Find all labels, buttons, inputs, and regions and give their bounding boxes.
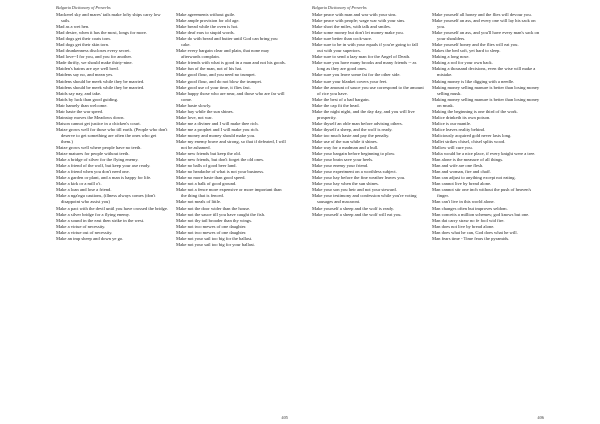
proverb-entry: Make me a diviner and I will make thee rich.	[176, 120, 259, 126]
proverb-entry: Make not two mewes of one daughter.	[176, 223, 247, 229]
proverb-entry: Malta would be a nice place, if every knight were a tree.	[432, 151, 536, 157]
proverb-entry: Mainstay moves the Meadows down.	[56, 114, 125, 120]
column	[312, 12, 424, 242]
proverb-entry: Man cannot stir one inch without the push of heaven's finger.	[432, 187, 532, 199]
proverb-entry: Mackerel sky and mares' tails make lofty ships carry low sails.	[56, 12, 161, 24]
proverb-entry: Make me a prophet and I will make you rich.	[176, 126, 259, 132]
page-columns	[312, 12, 544, 242]
proverb-entry: Make sure you leave some fat for the other side.	[312, 72, 401, 78]
proverb-entry: Make every bargain clear and plain, that none may afterwards complain.	[176, 48, 270, 60]
proverb-entry: Make money and money should make you.	[176, 132, 256, 138]
right-page	[300, 0, 600, 424]
proverb-entry: Mad desire, when it has the most, longs for more.	[56, 30, 148, 36]
proverb-entry: Man changes often but improves seldom.	[432, 205, 508, 211]
proverb-entry: Make peace with man and war with your sins.	[312, 12, 397, 17]
proverb-entry: Make use of the sun while it shines.	[312, 138, 378, 144]
proverb-entry: Man conceits a million schemes; god knows but one.	[432, 211, 530, 217]
column	[56, 12, 168, 248]
proverb-entry: Man dat carry straw no fe fool wid fire.	[432, 217, 505, 223]
proverb-entry: Mair hamely than welcome.	[56, 102, 108, 108]
proverb-entry: Make not meals of little.	[176, 199, 222, 205]
proverb-entry: Mad dogs get their coats torn.	[56, 36, 111, 42]
proverb-entry: Malice is our mantle.	[432, 120, 472, 126]
proverb-entry: Making a thousand decisions, even the wise will make a mistake.	[432, 66, 536, 78]
proverb-entry: Make your brain save your heels.	[312, 157, 374, 163]
proverb-entry: Man can adjust to anything except not eating.	[432, 175, 516, 181]
proverb-entry: Mad drunkenness discloses every secret.	[56, 48, 131, 54]
proverb-entry: Make a kirk or a mill o't.	[56, 181, 102, 187]
proverb-entry: Mad dogs get their skin torn.	[56, 42, 110, 48]
proverb-entry: Make not a balk of good ground.	[176, 181, 237, 187]
proverb-entry: Man does not live by bread alone.	[432, 223, 495, 229]
proverb-entry: Make not thy tail broader than thy wings.	[176, 217, 253, 223]
proverb-entry: Make too much haste and pay the penalty.	[312, 132, 390, 138]
running-head: Bulgaria Dictionary of Proverbs	[312, 5, 367, 10]
column	[176, 12, 288, 248]
proverb-entry: Make fun of the man, not of his hat.	[176, 66, 243, 72]
proverb-entry: Make good flour, and do not blow the trumpet.	[176, 78, 263, 84]
proverb-entry: Make new friends but keep the old.	[176, 151, 241, 157]
proverb-entry: Make no headache of what is not your business.	[176, 169, 265, 175]
proverb-entry: Man can't live in this world alone.	[432, 199, 495, 205]
proverb-entry: Makes the bed soft, yet hard to sleep.	[432, 48, 501, 54]
proverb-entry: Make your hay when the sun shines.	[312, 181, 379, 187]
proverb-entry: Make a virtue of necessity.	[56, 223, 106, 229]
proverb-entry: Making money is like digging with a needle.	[432, 78, 515, 84]
proverb-entry: Maison cannot get justice in a chicken's court.	[56, 120, 141, 126]
proverb-entry: Make an imp sheep and down ye go.	[56, 235, 124, 241]
proverb-entry: Make agreements without guile.	[176, 12, 236, 17]
proverb-entry: Make deaf ears to stupid words.	[176, 30, 235, 36]
proverb-entry: Make short the miles, with talk and smiles.	[312, 24, 391, 30]
proverb-entry: Make not the sauce till you have caught the fish.	[176, 211, 266, 217]
proverb-entry: Maize grows well where people have no teeth.	[56, 145, 142, 151]
proverb-entry: Maids say nay, and take.	[56, 90, 102, 96]
proverb-entry: Make haste slowly.	[176, 102, 212, 108]
proverb-entry: Make good flour, and you need no trumpet.	[176, 72, 256, 78]
proverb-entry: Make your enemy your friend.	[312, 163, 369, 169]
proverb-entry: Make thyself an oble man before advising others.	[312, 120, 403, 126]
proverb-entry: Make thyself a sheep, and the wolf is ready.	[312, 126, 393, 132]
proverb-entry: Making a rod for your own back.	[432, 60, 493, 66]
proverb-entry: Make a sound in the east then strike in the west.	[56, 217, 145, 223]
proverb-entry: Make a friend of the wolf, but keep your axe ready.	[56, 163, 151, 169]
proverb-entry: Make peace with people; wage war with your sins.	[312, 18, 406, 24]
proverb-entry: Make yourself a sheep and the wolf is ready.	[312, 205, 394, 211]
proverb-entry: Make not your sail too big for the ballast.	[176, 235, 253, 241]
proverb-entry: Make way for a madman and a bull.	[312, 145, 379, 151]
proverb-entry: Make sure to be in with your equals if you're going to fall out with your superiors.	[312, 42, 418, 54]
proverb-entry: Make sure you have many brooks and many friends -- as long as they are good ones.	[312, 60, 417, 72]
proverb-entry: Make the amount of sauce you use correspond to the amount of rice you have.	[312, 84, 424, 96]
proverb-entry: Make friends with what is good in a man and not his goods.	[176, 60, 286, 66]
proverb-entry: Make the cap fit the head.	[312, 102, 360, 108]
proverb-entry: Man cannot live by bread alone.	[432, 181, 492, 187]
proverb-entry: Make not two mewes of one daughter.	[176, 229, 247, 235]
proverb-entry: Make love, not war.	[176, 114, 213, 120]
proverb-entry: Make a friend when you don't need one.	[56, 169, 130, 175]
proverb-entry: Make the night night, and the day day, and you will live prosperity.	[312, 108, 415, 120]
proverb-entry: Made thrifty, we should make thirty-nine.	[56, 60, 133, 66]
proverb-entry: Make the best of a bad bargain.	[312, 96, 370, 102]
proverb-entry: Making money selling manure is better than losing money on musk.	[432, 96, 540, 108]
proverb-entry: Make my enemy brave and strong, so that if defeated, I will not be ashamed.	[176, 138, 286, 151]
proverb-entry: Make not your sail too big for your ballast.	[176, 241, 255, 247]
proverb-entry: Make not a fence more expensive or more important than the thing that is fenced.	[176, 187, 282, 199]
proverb-entry: Make no balls of good beer land.	[176, 163, 237, 169]
proverb-entry: Malice drinketh its own poison.	[432, 114, 491, 120]
proverb-entry: Make a silver bridge for a flying enemy.	[56, 211, 130, 217]
proverb-entry: Make a garden or plant, and a man is happy for life.	[56, 175, 152, 181]
proverb-entry: Maiden's bairns are aye well bred.	[56, 66, 119, 72]
proverb-entry: Maids by luck than good guiding.	[56, 96, 119, 102]
proverb-entry: Mair haste the war speed.	[56, 108, 104, 114]
proverb-entry: Man and wife are one flesh.	[432, 163, 484, 169]
proverb-entry: Make a pact with the devil until you have crossed the bridge.	[56, 205, 169, 211]
proverb-entry: Make sure your blanket covers your feet.	[312, 78, 388, 84]
proverb-entry: Make your testimony and confession while you're voting sausages and macaroni.	[312, 193, 417, 205]
proverb-entry: Make yourself an ass, and every one will lay his sack on you.	[432, 18, 536, 30]
column	[432, 12, 544, 242]
proverb-entry: Make a virtue out of necessity.	[56, 229, 113, 235]
proverb-entry: Make sure to send a lazy man for the Angel of Death.	[312, 54, 411, 60]
page-columns	[56, 12, 288, 248]
proverb-entry: Maize matures for people without teeth.	[56, 151, 130, 157]
proverb-entry: Maidens should be meek while they be married.	[56, 78, 145, 84]
page-number: 405	[281, 415, 288, 420]
proverb-entry: Maize grows well for those who till earth. (People who don't deserve to get something are often the ones who get them.)	[56, 126, 168, 144]
proverb-entry: Make new friends, but don't forget the old ones.	[176, 157, 265, 163]
proverb-entry: Make hay while the sun shines.	[176, 108, 234, 114]
proverb-entry: Make yourself an ass, and you'll have every man's sack on your shoulders.	[432, 30, 540, 42]
proverb-entry: Make yourself a sheep and the wolf will eat you.	[312, 211, 402, 217]
proverb-entry: Make a loan and lose a friend.	[56, 187, 112, 193]
proverb-entry: Make your bargain before beginning to plow.	[312, 151, 396, 157]
proverb-entry: Make bread while the oven is hot.	[176, 24, 239, 30]
proverb-entry: Maidens should be meek while they be married.	[56, 84, 145, 90]
proverb-entry: Maidens say no, and mean yes.	[56, 72, 114, 78]
proverb-entry: Making the beginning is one third of the work.	[432, 108, 518, 114]
proverb-entry: Make good use of your time, it flies fast.	[176, 84, 251, 90]
running-head: Bulgaria Dictionary of Proverbs	[56, 5, 111, 10]
proverb-entry: Making money selling manure is better than losing money selling musk.	[432, 84, 540, 96]
proverb-entry: Make not the door wider than the house.	[176, 205, 251, 211]
proverb-entry: Mallet strikes chisel, chisel splits wood.	[432, 138, 506, 144]
proverb-entry: Mad as a wet hen.	[56, 24, 90, 30]
proverb-entry: Make sure better than cock-sure.	[312, 36, 373, 42]
proverb-entry: Maliciously acquired gold never lasts long.	[432, 132, 512, 138]
proverb-entry: Malice leaves reality behind.	[432, 126, 486, 132]
proverb-entry: Make do with bread and butter until God can bring you cake.	[176, 36, 278, 48]
proverb-entry: Make happy those who are near, and those who are far will come.	[176, 90, 285, 102]
proverb-entry: Man fears time - Time fears the pyramids.	[432, 235, 510, 241]
proverb-entry: Man and woman, fire and chaff.	[432, 169, 491, 175]
proverb-entry: Make some money but don't let money make you.	[312, 30, 404, 36]
proverb-entry: Man does what he can, God does what he will.	[432, 229, 518, 235]
proverb-entry: Make your experiment on a worthless subject.	[312, 169, 397, 175]
proverb-entry: Make yourself honey and the flies will eat you.	[432, 42, 519, 48]
proverb-entry: Make a bridge of silver for the flying enemy.	[56, 157, 139, 163]
proverb-entry: Making a long nose.	[432, 54, 470, 60]
proverb-entry: Make your hay before the fine weather leaves you.	[312, 175, 406, 181]
proverb-entry: Make no more haste than good speed.	[176, 175, 246, 181]
proverb-entry: Mallow will cure you.	[432, 145, 473, 151]
page-number: 406	[537, 415, 544, 420]
proverb-entry: Make a nga'nga cautions, (illness always comes (don't disappoint who assist you)	[56, 193, 156, 205]
proverb-entry: Make your son you heir and not your steward.	[312, 187, 397, 193]
proverb-entry: Make yourself all honey and the flies will devour you.	[432, 12, 532, 17]
proverb-entry: Make ample provision for old age.	[176, 18, 240, 24]
proverb-entry: Mad love--I for you, and you for another.	[56, 54, 132, 60]
proverb-entry: Man alone is the measure of all things.	[432, 157, 504, 163]
